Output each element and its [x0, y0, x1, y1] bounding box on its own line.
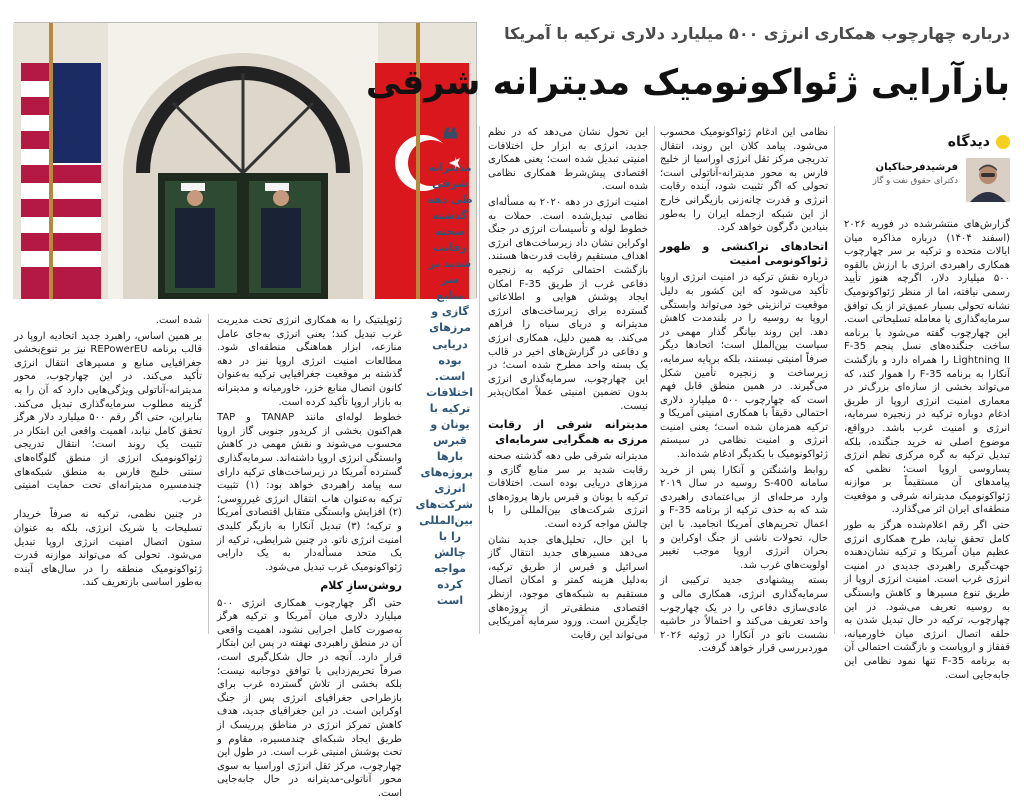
article-kicker: درباره چهارچوب همکاری انرژی ۵۰۰ میلیارد دلاری ترکیه با آمریکا: [504, 24, 1010, 43]
article-headline: بازآرایی ژئواکونومیک مدیترانه شرقی: [365, 63, 1010, 103]
opinion-header: [842, 134, 1010, 150]
section-label: دیدگاه: [947, 134, 990, 150]
paragraph: خطوط لوله‌ای مانند TANAP و TAP هم‌اکنون بخشی از کریدور جنوبی گاز اروپا محسوب می‌شوند و نقش مهمی در کاهش وابستگی انرژی اروپا داشته‌اند. سرمایه‌گذاری گسترده آمریکا در زیرساخت‌های ترکیه دارای سه پیامد راهبردی خواهد بود: (۱) تثبیت ترکیه به‌عنوان هاب انتقال انرژی غیرروسی؛ (۲) افزایش وابستگی متقابل اقتصادی آمریکا و ترکیه؛ (۳) تبدیل آنکارا به بازیگر کلیدی امنیت انرژی ناتو. در چنین شرایطی، ترکیه از یک متحد مسأله‌دار به یک دارایی ژئواکونومیک غرب تبدیل می‌شود.: [217, 412, 403, 573]
paragraph: مدیترانه شرقی طی دهه گذشته صحنه رقابت شدید بر سر منابع گازی و مرزهای دریایی بوده است. اختلافات ترکیه با یونان و قبرس بارها پروژه‌های انرژی شرکت‌های بین‌المللی را با چالش مواجه کرده است.: [488, 451, 648, 531]
paragraph: در چنین نظمی، ترکیه نه صرفاً خریدار تسلیحات یا شریک انرژی، بلکه به عنوان ستون اتصال امنیت انرژی اروپا تبدیل می‌شود. تحولی که می‌تواند موازنه قدرت ژئواکونومیک منطقه را در سال‌های آینده به‌طور اساسی بازتعریف کند.: [14, 509, 202, 589]
author-info: [873, 158, 958, 186]
paragraph: امنیت انرژی در دهه ۲۰۲۰ به مسأله‌ای نظامی تبدیل‌شده است. حملات به خطوط لوله و تأسیسات انرژی در جنگ اوکراین نشان داد زیرساخت‌های انرژی اهداف مستقیم رقابت قدرت‌ها هستند. بازگشت احتمالی ترکیه به زنجیره دفاعی غرب از طریق F-35 امکان ایجاد پوشش هوایی و اطلاعاتی گسترده برای زیرساخت‌های انرژی مدیترانه و دریای سیاه را فراهم می‌کند. به همین دلیل، همکاری انرژی و دفاعی در گزارش‌های اخیر در قالب یک بسته واحد مطرح شده است؛ در این چهارچوب، سرمایه‌گذاری انرژی بدون تضمین امنیتی عملاً امکان‌پذیر نیست.: [488, 196, 648, 412]
paragraph: نظامی این ادغام ژئواکونومیک محسوب می‌شود. پیامد کلان این روند، انتقال تدریجی مرکز ثقل انرژی اوراسیا از خلیج فارس به محور مدیترانه-آناتولی است؛ تحولی که اگر تثبیت شود، آینده رقابت انرژی و قدرت چانه‌زنی بازیگرانی خارج از این شبکه ازجمله ایران را به‌طور بنیادین دگرگون خواهد کرد.: [660, 127, 828, 234]
subheading: اتحادهای تراکنشی و ظهور ژئواکونومی امنیت: [660, 239, 828, 268]
paragraph: شده است.: [155, 315, 202, 326]
column-divider: [208, 314, 209, 634]
paragraph: این تحول نشان می‌دهد که در نظم جدید، انرژی به ابزار حل اختلافات امنیتی تبدیل شده است؛ یعنی همکاری اقتصادی پیش‌شرط همکاری نظامی شده است.: [488, 127, 648, 193]
article-column-1: [844, 218, 1010, 681]
article-column-3: [488, 126, 648, 641]
paragraph: روابط واشنگتن و آنکارا پس از خرید سامانه S-400 روسیه در سال ۲۰۱۹ وارد مرحله‌ای از بی‌اعتمادی راهبردی شد که به حذف ترکیه از برنامه F-35 و اعمال تحریم‌های آمریکا انجامید. با این حال، تحولات ناشی از جنگ اوکراین و بحران انرژی اروپا موجب تغییر اولویت‌های غرب شد.: [660, 464, 828, 571]
pull-quote-text: مدیترانه شرقی طی دهه گذشته صحنه رقابت شدید بر سر منابع گازی و مرزهای دریایی بوده است. اختلافات ترکیه با یونان و قبرس بارها پروژه‌های انرژی شرکت‌های بین‌المللی را با چالش مواجه کرده است: [415, 161, 473, 608]
paragraph: بسته پیشنهادی جدید ترکیبی از سرمایه‌گذاری انرژی، همکاری مالی و عادی‌سازی دفاعی را در یک چهارچوب واحد تعریف می‌کند و احتمالاً در حاشیه نشست ناتو در آنکارا در ژوئیه ۲۰۲۶ موردبررسی قرار خواهد گرفت.: [660, 575, 828, 655]
article-column-5: [14, 314, 202, 634]
subheading: روشن‌سازِ کلام: [320, 579, 402, 593]
paragraph: بر همین اساس، راهبرد جدید اتحادیه اروپا در قالب برنامه REPowerEU نیز بر تنوع‌بخشی جغرافیایی منابع و مسیرهای انتقال انرژی تأکید می‌کند. در این چهارچوب، محور مدیترانه-آناتولی ویژگی‌هایی دارد که آن را به گزینه مطلوب سرمایه‌گذاری تبدیل می‌کند. بنابراین، حتی اگر رقم ۵۰۰ میلیارد دلار هرگز تحقق کامل نیابد، اهمیت واقعی این ابتکار در تثبیت یک روند است؛ انتقال تدریجی ژئواکونومیک انرژی از منطق گلوگاه‌های سنتی خلیج فارس به منطق شبکه‌های چندمسیره مدیترانه‌ای تحت حمایت امنیتی غرب.: [14, 330, 202, 505]
opinion-box: [842, 134, 1010, 214]
author-avatar: [966, 158, 1010, 202]
quote-mark-icon: ❝: [441, 123, 459, 158]
article-column-2: [660, 126, 828, 655]
pull-quote: [415, 123, 473, 608]
author-name: فرشیدفرحناکیان: [875, 162, 958, 173]
yellow-dot-icon: [996, 135, 1010, 149]
paragraph: حتی اگر چهارچوب همکاری انرژی ۵۰۰ میلیارد دلاری میان آمریکا و ترکیه هرگز به‌صورت کامل اجرایی نشود، اهمیت واقعی آن در منطق راهبردی نهفته در پس این ابتکار قرار دارد. آنچه در حال شکل‌گیری است، صرفاً تحریم‌زدایی یا توافق دوجانبه نیست؛ بلکه بخشی از تلاش گسترده غرب برای بازطراحی جغرافیای انرژی پس از جنگ اوکراین است. در این جغرافیای جدید، هدف کاهش تمرکز انرژی در مناطق پرریسک از طریق ایجاد شبکه‌ای چندمسیره، مقاوم و تحت پوشش امنیتی غرب است. در طول این چهارچوب، مرکز ثقل انرژی اوراسیا به سوی محور آناتولی-مدیترانه در حال جابه‌جایی است.: [217, 597, 402, 799]
column-divider: [654, 126, 655, 634]
paragraph: ژئوپلیتیک را به همکاری انرژی تحت مدیریت غرب تبدیل کند؛ یعنی انرژی به‌جای عامل منازعه، ابزار هماهنگی منطقه‌ای شود. مطالعات امنیت انرژی اروپا نیز در دهه گذشته بر موقعیت جغرافیایی ترکیه به‌عنوان کانون اتصال منابع خزر، خاورمیانه و مدیترانه به بازار اروپا تأکید کرده است.: [217, 315, 402, 408]
paragraph: گزارش‌های منتشرشده در فوریه ۲۰۲۶ (اسفند ۱۴۰۴) درباره مذاکره میان ایالات متحده و ترکیه بر سر چهارچوب همکاری راهبردی انرژی با ارزش بالقوه ۵۰۰ میلیارد دلار، اگرچه هنوز تأیید رسمی نیافته، اما از منظر ژئواکونومیک نشانه تحولی بسیار عمیق‌تر از یک توافق سرمایه‌گذاری یا معامله تسلیحاتی است. این چهارچوب گفته می‌شود با برنامه ساخت جنگنده‌های نسل پنجم F-35 Lightning II را همراه دارد و بازگشت آنکارا به برنامه F-35 را هموار کند، که می‌تواند بخشی از سازه‌ای بزرگ‌تر در معماری امنیت انرژی اروپا از طریق ادغام دوباره ترکیه در زنجیره سرمایه، انرژی و امنیت غرب باشد. درواقع، موضوع اصلی نه خرید جنگنده، بلکه تبدیل ترکیه به گره مرکزی نظم انرژی پساروسی اروپا است؛ نظمی که پیامدهای آن مستقیماً بر موازنه ژئواکونومیک مدیترانه شرقی و موقعیت منطقه‌ای ایران اثر می‌گذارد.: [844, 219, 1010, 516]
author-title: دکترای حقوق نفت و گاز: [872, 176, 958, 186]
paragraph: درباره نقش ترکیه در امنیت انرژی اروپا تأکید می‌شود که این کشور به دلیل موقعیت ترانزیتی خود می‌تواند وابستگی اروپا به روسیه را در بلندمدت کاهش دهد. این روند بیانگر گذار مهمی در سیاست بین‌الملل است؛ اتحادها دیگر صرفاً امنیتی نیستند، بلکه برپایه سرمایه، زیرساخت و زنجیره تأمین شکل می‌گیرند. در همین منطق قابل فهم است که چهارچوب ۵۰۰ میلیارد دلاری احتمالی دقیقاً با همکاری امنیتی آمریکا و ترکیه همزمان شده است؛ یعنی امنیت انرژی و امنیت نظامی در سیستم ژئواکونومیک با یکدیگر ادغام شده‌اند.: [660, 272, 828, 461]
subheading: مدیترانه شرقی از رقابت مرزی به همگرایی سرمایه‌ای: [488, 418, 648, 446]
column-divider: [834, 126, 835, 634]
column-divider: [479, 126, 480, 634]
article-column-4: [217, 314, 403, 799]
paragraph: با این حال، تحلیل‌های جدید نشان می‌دهد مسیرهای جدید انتقال گاز اسرائیل و قبرس از طریق ترکیه، به‌دلیل هزینه کمتر و امکان اتصال مستقیم به شبکه‌های موجود، ازنظر اقتصادی منطقی‌تر از پروژه‌های جایگزین است. ورود سرمایه آمریکایی می‌تواند این رقابت: [488, 534, 648, 641]
paragraph: حتی اگر رقم اعلام‌شده هرگز به طور کامل تحقق نیابد، طرح همکاری انرژی عظیم میان آمریکا و ترکیه نشان‌دهنده جهت‌گیری راهبردی جدیدی در امنیت انرژی غرب است. امنیت انرژی اروپا از طریق تنوع مسیرها و کاهش وابستگی به روسیه تعریف می‌شود. در این چهارچوب، ترکیه در حال تبدیل شدن به حلقه اتصال انرژی میان خاورمیانه، قفقاز و اروپاست و بازگشت احتمالی آن به برنامه F-35 تنها نمود نظامی این جابه‌جایی است.: [844, 520, 1010, 681]
author-box: [842, 158, 1010, 202]
